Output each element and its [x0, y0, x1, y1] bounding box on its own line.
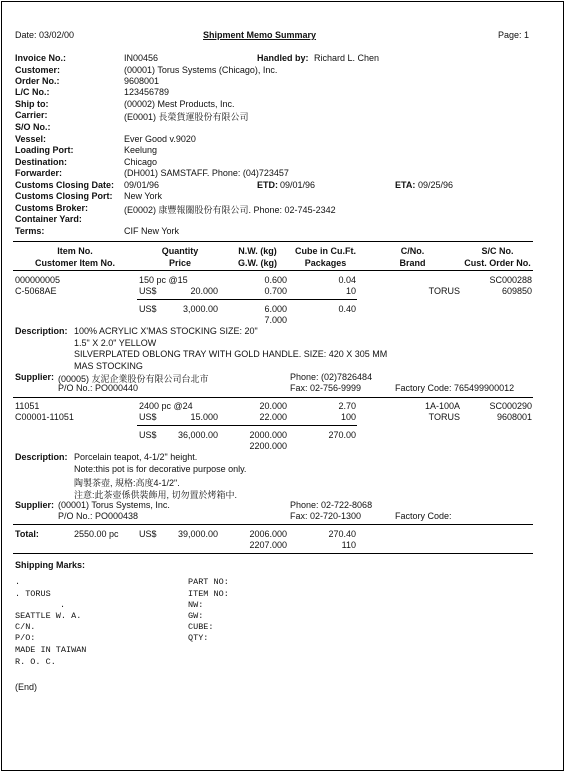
description-line: 1.5" X 2.0" YELLOW — [74, 338, 157, 348]
subtotal-gross-weight: 2200.000 — [249, 441, 287, 451]
destination-value: Chicago — [124, 157, 158, 167]
terms-label: Terms: — [15, 226, 45, 236]
customs-broker-value: (E0002) 康豐報關股份有限公司. Phone: 02-745-2342 — [124, 205, 336, 215]
sc-no: SC000290 — [489, 401, 532, 411]
invoice-label: Invoice No.: — [15, 53, 67, 63]
vessel-value: Ever Good v.9020 — [124, 134, 196, 144]
header-top-rule — [13, 241, 533, 242]
handled-label: Handled by: — [257, 53, 309, 63]
net-weight: 20.000 — [259, 401, 287, 411]
mark-left-line: R. O. C. — [15, 657, 56, 667]
total-cube: 270.40 — [328, 529, 356, 539]
total-label: Total: — [15, 529, 39, 539]
shipto-value: (00002) Mest Products, Inc. — [124, 99, 235, 109]
subtotal-net-weight: 6.000 — [264, 304, 287, 314]
description-line: MAS STOCKING — [74, 361, 143, 371]
carton-no: 1A-100A — [424, 401, 460, 411]
total-net-weight: 2006.000 — [249, 529, 287, 539]
brand: TORUS — [428, 286, 460, 296]
customs-closing-port-label: Customs Closing Port: — [15, 191, 113, 201]
etd-label: ETD: — [257, 180, 278, 190]
mark-right-line: CUBE: — [188, 622, 214, 632]
supplier-label: Supplier: — [15, 500, 55, 510]
invoice-value: IN00456 — [124, 53, 159, 63]
mark-right-line: NW: — [188, 600, 204, 610]
subtotal-gross-weight: 7.000 — [264, 315, 287, 325]
etd-value: 09/01/96 — [280, 180, 316, 190]
subtotal-currency: US$ — [139, 430, 157, 440]
subtotal-net-weight: 2000.000 — [249, 430, 287, 440]
factory-code: Factory Code: — [395, 511, 452, 521]
cust-order-no: 609850 — [501, 286, 532, 296]
supplier-fax: Fax: 02-720-1300 — [290, 511, 362, 521]
total-packages: 110 — [341, 540, 356, 550]
total-quantity: 2550.00 pc — [74, 529, 119, 539]
loading-port-label: Loading Port: — [15, 145, 74, 155]
unit-price: 20.000 — [190, 286, 218, 296]
subtotal-cube: 0.40 — [338, 304, 356, 314]
brand: TORUS — [428, 412, 460, 422]
subtotal-amount: 36,000.00 — [177, 430, 218, 440]
subtotal-currency: US$ — [139, 304, 157, 314]
item-separator-rule — [13, 397, 533, 398]
carrier-label: Carrier: — [15, 110, 48, 120]
so-label: S/O No.: — [15, 122, 51, 132]
description-label: Description: — [15, 452, 68, 462]
col-price: Price — [168, 258, 192, 268]
customer-item-no: C-5068AE — [15, 286, 57, 296]
mark-left-line: . — [60, 600, 66, 610]
vessel-label: Vessel: — [15, 134, 47, 144]
total-gross-weight: 2207.000 — [249, 540, 287, 550]
customer-value: (00001) Torus Systems (Chicago), Inc. — [124, 65, 278, 75]
mark-right-line: ITEM NO: — [188, 589, 229, 599]
mark-left-line: C/N. — [15, 622, 36, 632]
col-packages: Packages — [304, 258, 347, 268]
packages: 100 — [340, 412, 356, 422]
total-top-rule — [13, 524, 533, 525]
header-bottom-rule — [13, 270, 533, 271]
mark-right-line: GW: — [188, 611, 204, 621]
subtotal-amount: 3,000.00 — [182, 304, 218, 314]
customs-closing-port-value: New York — [124, 191, 163, 201]
supplier-phone: Phone: 02-722-8068 — [290, 500, 373, 510]
description-line: 注意:此茶壺係供裝飾用, 切勿置於烤箱中. — [74, 490, 238, 500]
col-customer-item-no: Customer Item No. — [34, 258, 115, 268]
container-yard-label: Container Yard: — [15, 214, 82, 224]
loading-port-value: Keelung — [124, 145, 158, 155]
gross-weight: 22.000 — [259, 412, 287, 422]
supplier-phone: Phone: (02)7826484 — [290, 372, 373, 382]
gross-weight: 0.700 — [264, 286, 287, 296]
eta-label: ETA: — [395, 180, 416, 190]
shipping-marks-title: Shipping Marks: — [15, 560, 86, 570]
price-currency: US$ — [139, 412, 157, 422]
supplier-value: (00001) Torus Systems, Inc. — [58, 500, 170, 510]
packages: 10 — [345, 286, 356, 296]
cust-order-no: 9608001 — [496, 412, 532, 422]
item-no: 11051 — [15, 401, 40, 411]
cube: 0.04 — [338, 275, 356, 285]
mark-right-line: PART NO: — [188, 577, 229, 587]
customs-closing-date-label: Customs Closing Date: — [15, 180, 115, 190]
col-nw: N.W. (kg) — [238, 246, 277, 256]
description-label: Description: — [15, 326, 68, 336]
description-line: Note:this pot is for decorative purpose only. — [74, 464, 247, 474]
lc-value: 123456789 — [124, 87, 170, 97]
page-number: Page: 1 — [498, 30, 530, 40]
total-amount: 39,000.00 — [177, 529, 218, 539]
col-brand: Brand — [399, 258, 426, 268]
sc-no: SC000288 — [489, 275, 532, 285]
document-title: Shipment Memo Summary — [203, 30, 317, 40]
quantity: 150 pc @15 — [139, 275, 188, 285]
eta-value: 09/25/96 — [418, 180, 454, 190]
forwarder-value: (DH001) SAMSTAFF. Phone: (04)723457 — [124, 168, 289, 178]
order-value: 9608001 — [124, 76, 160, 86]
subtotal-rule — [137, 425, 357, 426]
forwarder-label: Forwarder: — [15, 168, 63, 178]
destination-label: Destination: — [15, 157, 68, 167]
col-cno: C/No. — [400, 246, 425, 256]
supplier-value: (00005) 友泥企業股份有限公司台北市 — [58, 374, 209, 384]
col-gw: G.W. (kg) — [238, 258, 277, 268]
total-bottom-rule — [13, 553, 533, 554]
col-cust-order-no: Cust. Order No. — [464, 258, 531, 268]
supplier-fax: Fax: 02-756-9999 — [290, 383, 362, 393]
mark-right-line: QTY: — [188, 633, 209, 643]
description-line: Porcelain teapot, 4-1/2" height. — [74, 452, 198, 462]
print-date: Date: 03/02/00 — [15, 30, 75, 40]
customs-broker-label: Customs Broker: — [15, 203, 89, 213]
price-currency: US$ — [139, 286, 157, 296]
lc-label: L/C No.: — [15, 87, 50, 97]
order-label: Order No.: — [15, 76, 60, 86]
po-number: P/O No.: PO000438 — [58, 511, 139, 521]
total-currency: US$ — [139, 529, 157, 539]
quantity: 2400 pc @24 — [139, 401, 193, 411]
customer-label: Customer: — [15, 65, 61, 75]
customer-item-no: C00001-11051 — [15, 412, 74, 422]
item-no: 000000005 — [15, 275, 61, 285]
col-sc-no: S/C No. — [481, 246, 514, 256]
mark-left-line: . TORUS — [15, 589, 51, 599]
col-cube: Cube in Cu.Ft. — [295, 246, 356, 256]
customs-closing-date-value: 09/01/96 — [124, 180, 160, 190]
shipto-label: Ship to: — [15, 99, 49, 109]
col-item-no: Item No. — [57, 246, 93, 256]
net-weight: 0.600 — [264, 275, 287, 285]
subtotal-rule — [137, 299, 357, 300]
terms-value: CIF New York — [124, 226, 180, 236]
description-line: SILVERPLATED OBLONG TRAY WITH GOLD HANDLE. SIZE: 420 X 305 MM — [74, 349, 388, 359]
po-number: P/O No.: PO000440 — [58, 383, 139, 393]
mark-left-line: MADE IN TAIWAN — [15, 645, 87, 655]
mark-left-line: P/O: — [15, 633, 36, 643]
cube: 2.70 — [338, 401, 356, 411]
col-quantity: Quantity — [161, 246, 199, 256]
subtotal-cube: 270.00 — [328, 430, 356, 440]
unit-price: 15.000 — [190, 412, 218, 422]
end-marker: (End) — [15, 682, 38, 692]
carrier-value: (E0001) 長榮貨運股份有限公司 — [124, 112, 249, 122]
mark-left-line: SEATTLE W. A. — [15, 611, 82, 621]
supplier-label: Supplier: — [15, 372, 55, 382]
factory-code: Factory Code: 765499900012 — [395, 383, 515, 393]
handled-value: Richard L. Chen — [314, 53, 380, 63]
description-line: 陶製茶壺, 規格:高度4-1/2". — [74, 478, 180, 488]
mark-left-line: . — [15, 577, 21, 587]
description-line: 100% ACRYLIC X'MAS STOCKING SIZE: 20" — [74, 326, 258, 336]
